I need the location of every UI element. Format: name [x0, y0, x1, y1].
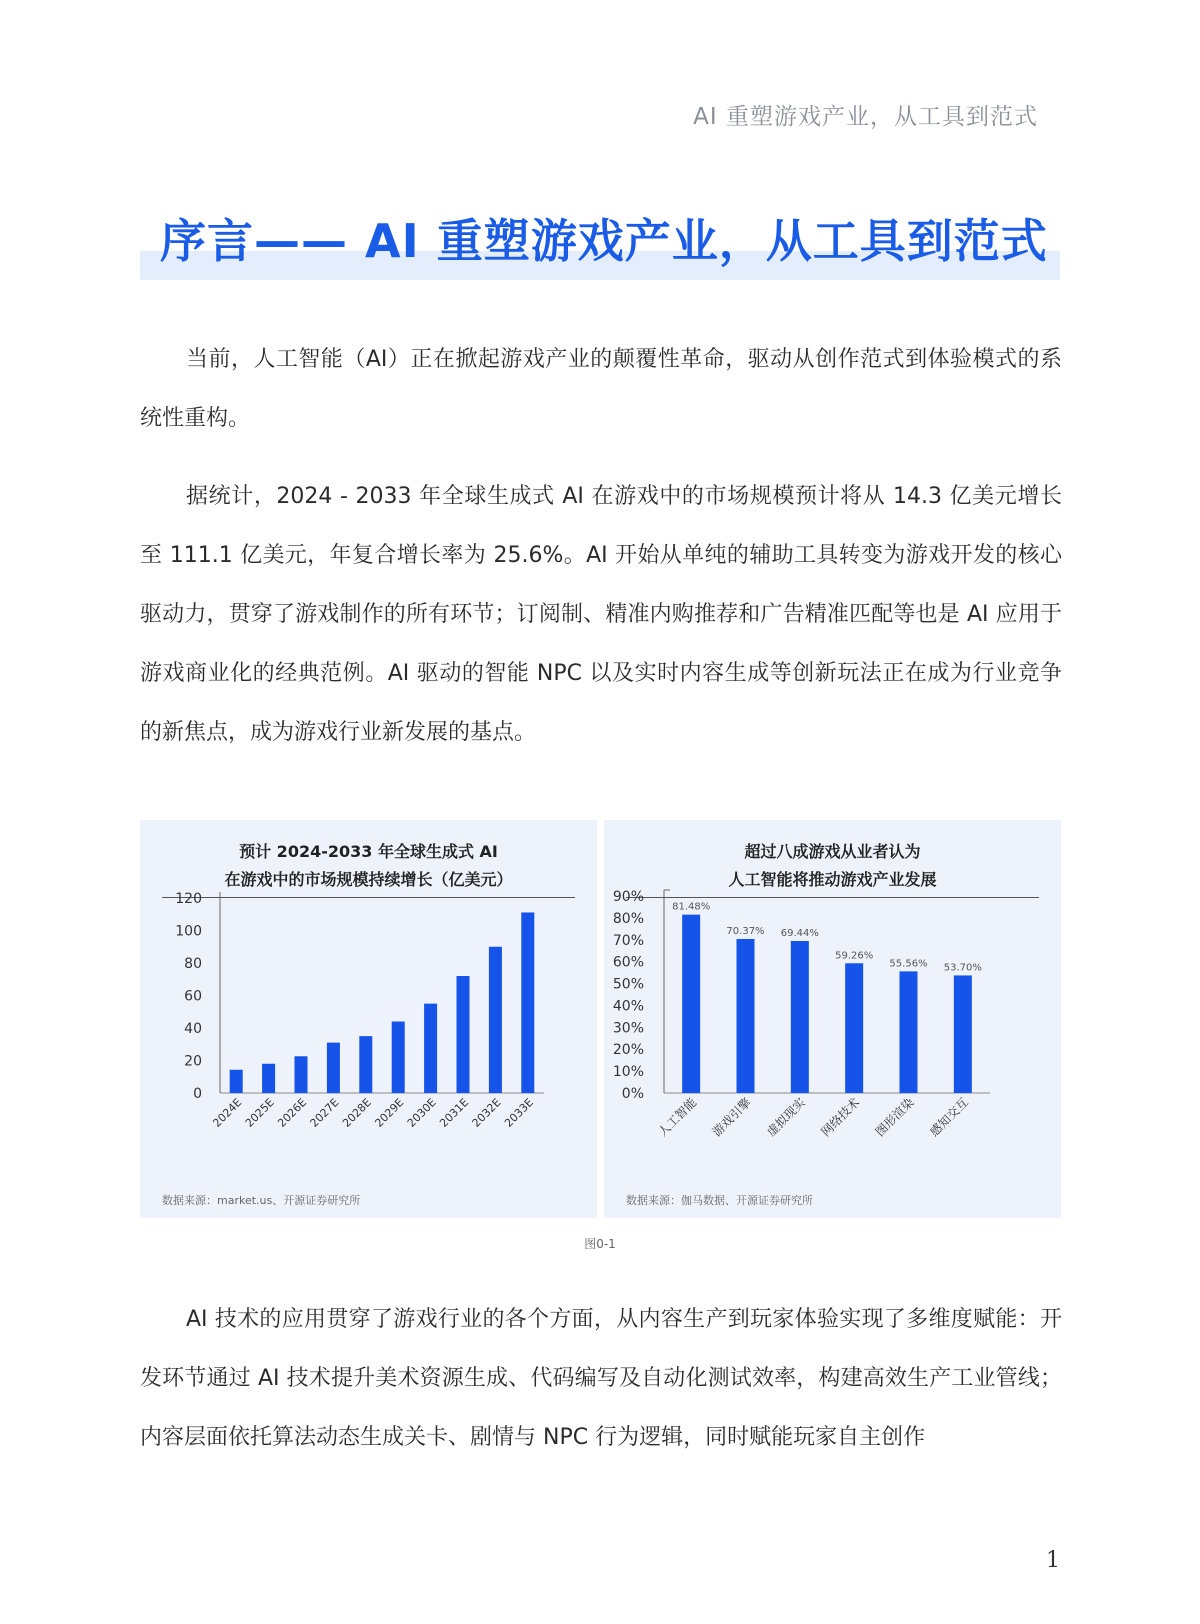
y-tick-label: 80: [184, 956, 202, 972]
y-tick-label: 40%: [612, 998, 644, 1015]
running-header: AI 重塑游戏产业，从工具到范式: [693, 104, 1038, 130]
bar: [489, 947, 502, 1093]
x-tick-label: 2031E: [437, 1095, 472, 1130]
bar: [392, 1022, 405, 1094]
y-tick-label: 40: [184, 1021, 202, 1037]
chart-plot-area: [604, 820, 1061, 1218]
page-title: 序言—— AI 重塑游戏产业，从工具到范式: [160, 214, 1048, 268]
x-tick-label: 图形渲染: [872, 1095, 917, 1140]
x-tick-label: 2033E: [502, 1095, 536, 1130]
bar: [845, 963, 863, 1093]
chart-title-line2: 人工智能将推动游戏产业发展: [728, 870, 937, 889]
data-label: 69.44%: [780, 928, 819, 940]
paragraph-statistics: 据统计，2024 - 2033 年全球生成式 AI 在游戏中的市场规模预计将从 14.3 亿美元增长至 111.1 亿美元，年复合增长率为 25.6%。AI 开始从单纯的辅助工具转变为游戏开发的核心驱动力，贯穿了游戏制作的所有环节；订阅制、精准内购推荐和广告精准匹配等也是 AI 应用于游戏商业化的经典范例。AI 驱动的智能 NPC 以及实时内容生成等创新玩法正在成为行业竞争的新焦点，成为游戏行业新发展的基点。: [140, 484, 1062, 745]
x-tick-label: 2028E: [340, 1095, 374, 1130]
chart-source: 数据来源：market.us、开源证券研究所: [162, 1194, 361, 1207]
y-tick-label: 80%: [612, 910, 644, 927]
chart-title-line2: 在游戏中的市场规模持续增长（亿美元）: [224, 870, 513, 889]
x-tick-label: 游戏引擎: [709, 1095, 754, 1140]
page-number: 1: [1046, 1548, 1060, 1573]
x-tick-label: 网络技术: [818, 1095, 863, 1140]
x-tick-label: 2027E: [307, 1095, 342, 1130]
paragraph-intro: 当前，人工智能（AI）正在掀起游戏产业的颠覆性革命，驱动从创作范式到体验模式的系统性重构。: [140, 347, 1062, 431]
y-tick-label: 90%: [612, 889, 644, 905]
chart-market-size: [140, 820, 597, 1218]
y-tick-label: 30%: [612, 1020, 644, 1037]
figure-caption: 图0-1: [584, 1237, 616, 1251]
bar: [457, 976, 470, 1093]
x-tick-label: 虚拟现实: [764, 1095, 808, 1140]
y-tick-label: 20%: [612, 1042, 644, 1059]
chart-title-line1: 预计 2024-2033 年全球生成式 AI: [239, 842, 498, 861]
y-tick-label: 60: [184, 988, 202, 1005]
y-tick-label: 0: [193, 1086, 202, 1102]
y-tick-label: 60%: [612, 954, 644, 971]
x-tick-label: 2029E: [372, 1095, 407, 1130]
bar: [295, 1056, 308, 1093]
bar: [230, 1070, 243, 1093]
bar: [359, 1036, 372, 1093]
y-tick-label: 50%: [612, 976, 644, 993]
bar: [521, 912, 534, 1093]
x-tick-label: 2025E: [242, 1095, 277, 1130]
x-tick-label: 2026E: [275, 1095, 310, 1130]
bar: [262, 1064, 275, 1093]
bar: [327, 1043, 340, 1093]
data-label: 59.26%: [835, 950, 874, 962]
y-tick-label: 70%: [612, 932, 644, 949]
bar: [737, 939, 755, 1093]
y-tick-label: 120: [175, 891, 202, 907]
bar: [954, 975, 972, 1093]
y-tick-label: 100: [175, 923, 202, 940]
chart-practitioner-survey: [604, 820, 1061, 1218]
bar: [900, 971, 918, 1093]
x-tick-label: 2030E: [404, 1095, 439, 1130]
x-tick-label: 感知交互: [927, 1095, 971, 1140]
chart-plot-area: [140, 820, 597, 1218]
data-label: 81.48%: [672, 901, 711, 913]
x-tick-label: 2032E: [469, 1095, 504, 1130]
y-tick-label: 10%: [612, 1064, 644, 1081]
x-tick-label: 2024E: [210, 1095, 245, 1130]
x-tick-label: 人工智能: [655, 1095, 700, 1140]
data-label: 70.37%: [726, 925, 765, 937]
title-block: [140, 205, 1060, 280]
bar: [791, 941, 809, 1093]
chart-title-line1: 超过八成游戏从业者认为: [744, 842, 921, 861]
bar: [424, 1004, 437, 1093]
bar: [682, 915, 700, 1093]
paragraph-applications: AI 技术的应用贯穿了游戏行业的各个方面，从内容生产到玩家体验实现了多维度赋能：开发环节通过 AI 技术提升美术资源生成、代码编写及自动化测试效率，构建高效生产工业管线；内容层面依托算法动态生成关卡、剧情与 NPC 行为逻辑，同时赋能玩家自主创作: [140, 1307, 1062, 1450]
y-tick-label: 20: [184, 1053, 202, 1070]
y-tick-label: 0%: [621, 1086, 644, 1102]
data-label: 53.70%: [943, 962, 982, 974]
chart-source: 数据来源：伽马数据、开源证券研究所: [626, 1194, 813, 1207]
data-label: 55.56%: [889, 958, 928, 970]
